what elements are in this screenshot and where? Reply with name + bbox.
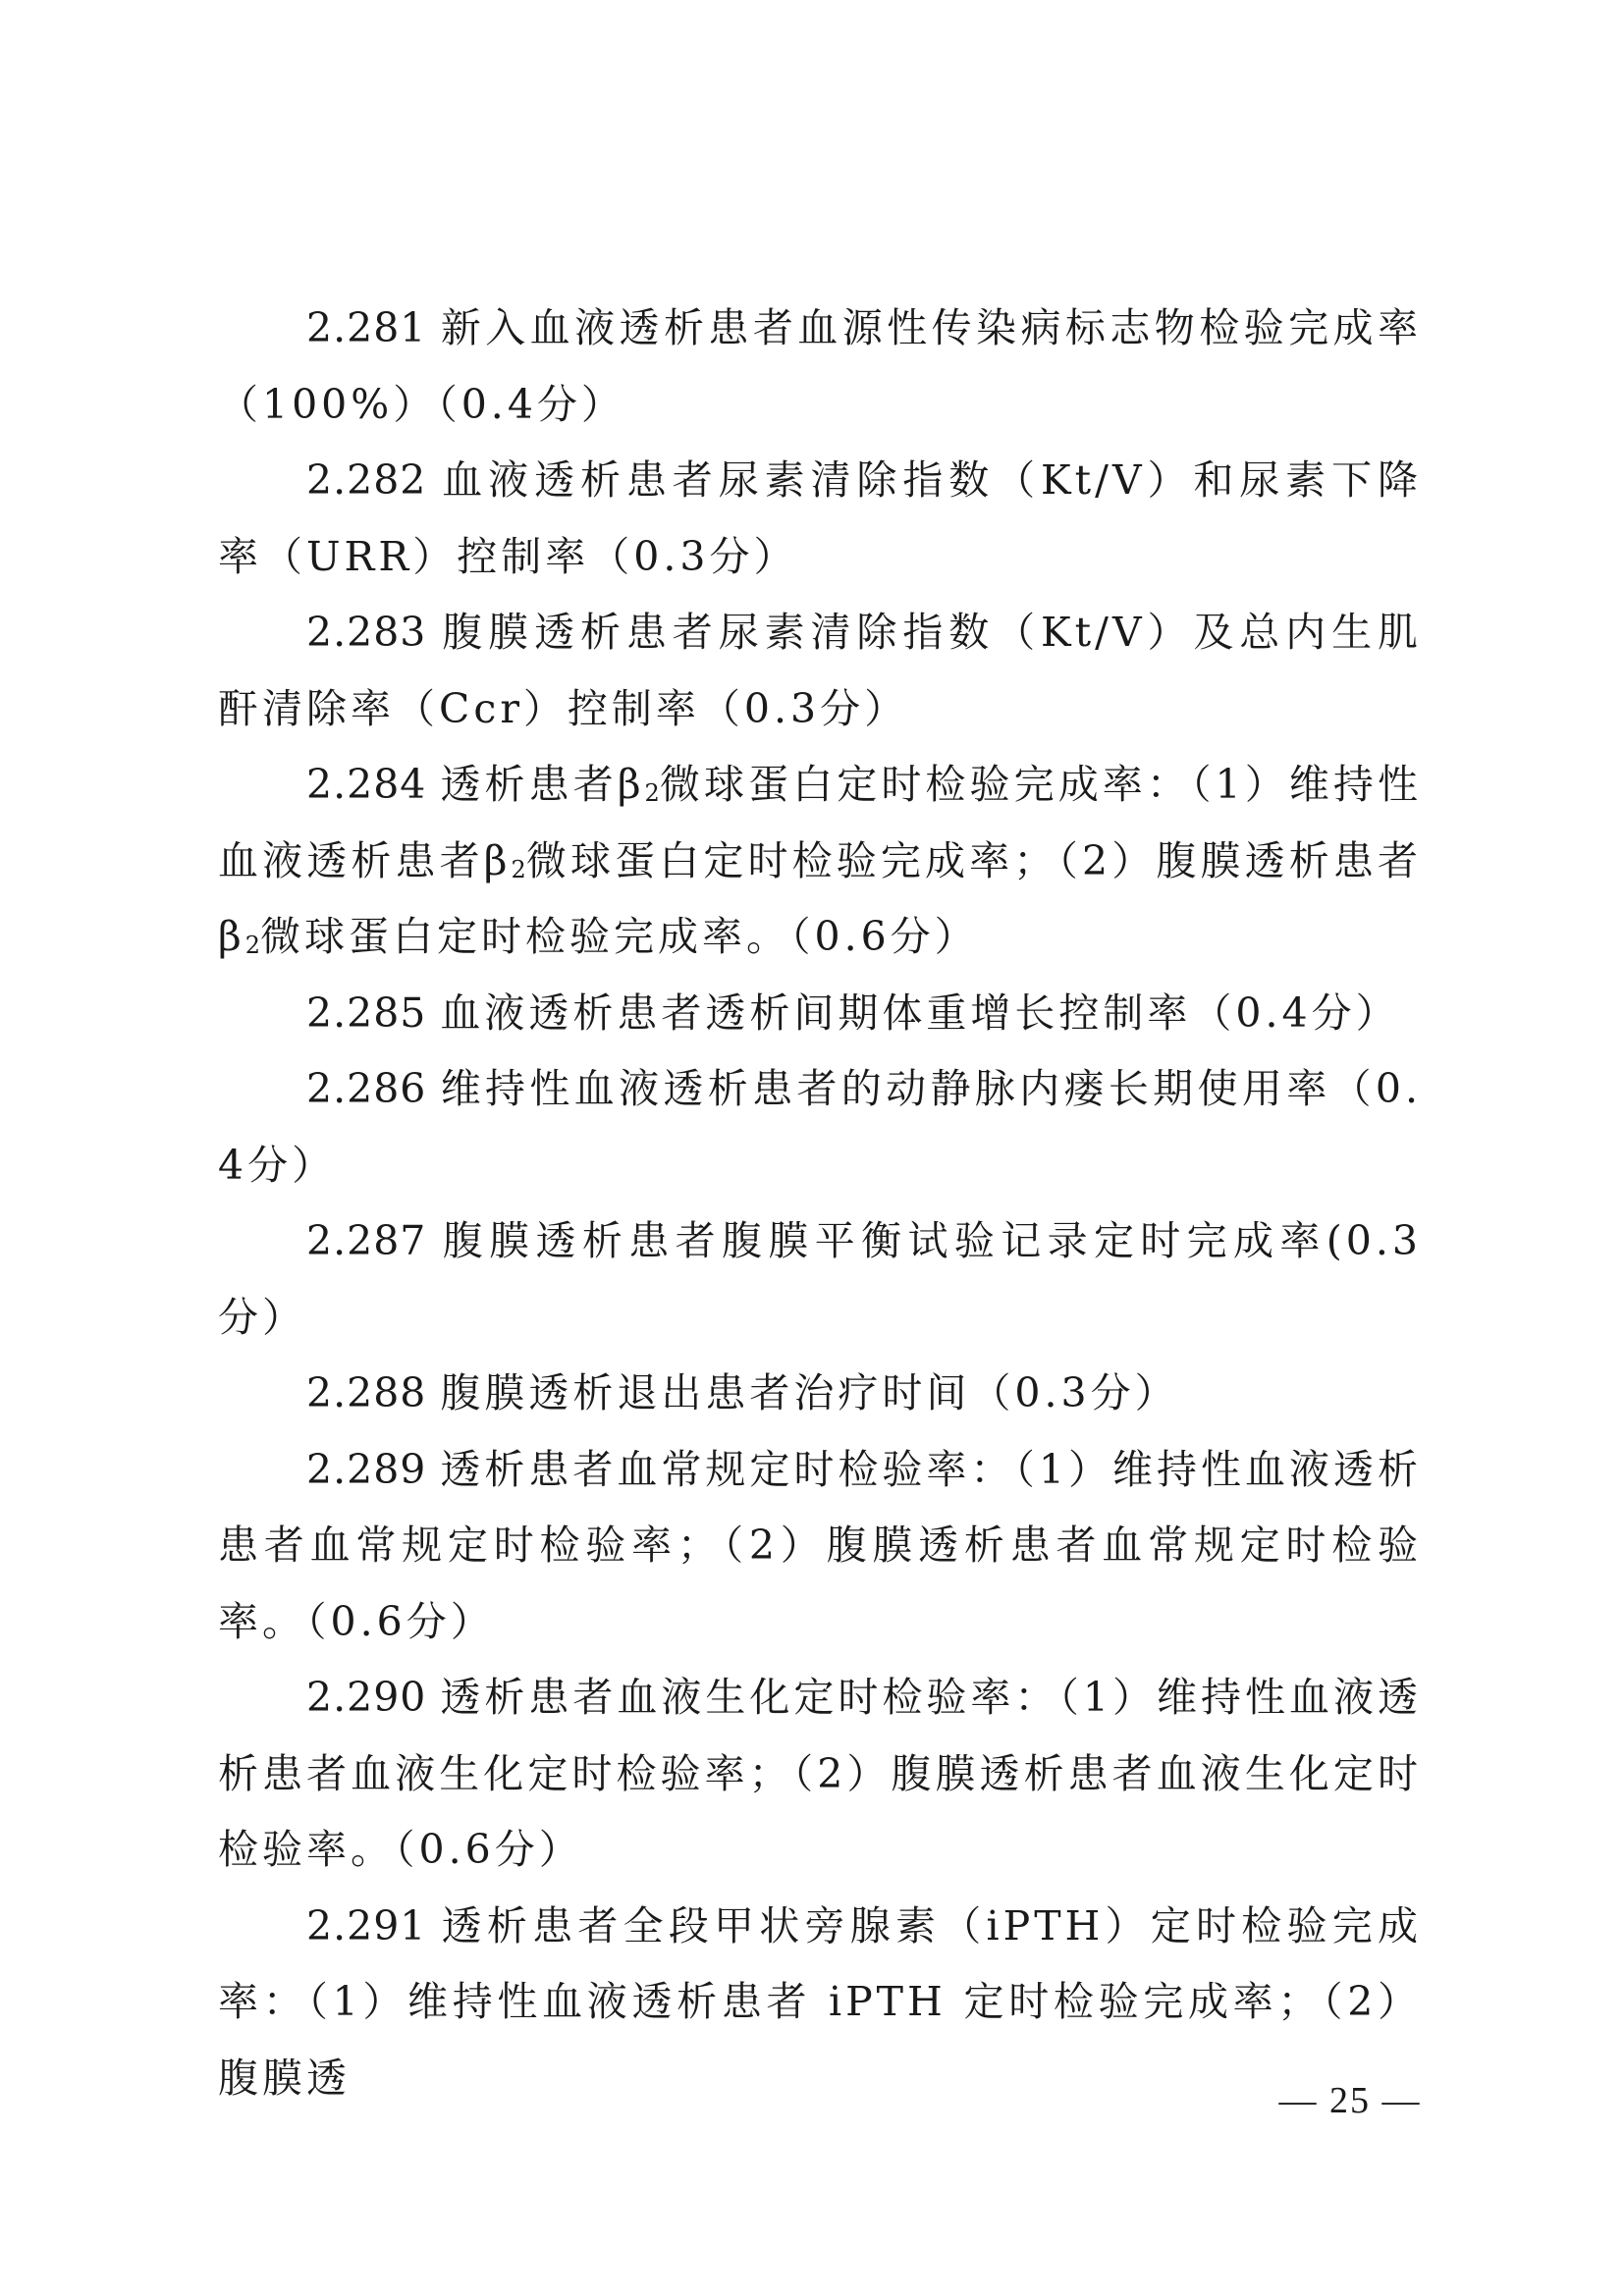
item-number: 2.291 bbox=[306, 1901, 427, 1949]
item-text: 微球蛋白定时检验完成率：（1）维持性血液透析患者β bbox=[218, 761, 1422, 884]
item-2-291 bbox=[218, 1889, 1422, 2117]
item-2-282 bbox=[218, 443, 1422, 595]
item-text: 血液透析患者尿素清除指数（Kt/V）和尿素下降率（URR）控制率（0.3分） bbox=[218, 456, 1422, 580]
item-text: 透析患者血液生化定时检验率：（1）维持性血液透析患者血液生化定时检验率；（2）腹膜透析患者血液生化定时检验率。（0.6分） bbox=[218, 1674, 1422, 1873]
item-number: 2.284 bbox=[306, 761, 427, 808]
item-number: 2.285 bbox=[306, 988, 427, 1037]
item-number: 2.282 bbox=[306, 456, 427, 504]
item-number: 2.290 bbox=[306, 1674, 427, 1721]
item-text: 腹膜透析退出患者治疗时间（0.3分） bbox=[440, 1369, 1179, 1416]
item-text: 微球蛋白定时检验完成率。（0.6分） bbox=[259, 913, 979, 960]
item-text: 透析患者血常规定时检验率：（1）维持性血液透析患者血常规定时检验率；（2）腹膜透析患者血常规定时检验率。（0.6分） bbox=[218, 1445, 1422, 1645]
subscript: 2 bbox=[244, 932, 260, 959]
item-text: 维持性血液透析患者的动静脉内瘘长期使用率（0.4分） bbox=[218, 1065, 1422, 1189]
item-number: 2.281 bbox=[306, 304, 427, 351]
item-number: 2.289 bbox=[306, 1445, 427, 1493]
item-text: 微球蛋白定时检验完成率；（2）腹膜透析患者β bbox=[218, 836, 1422, 960]
subscript: 2 bbox=[511, 855, 526, 883]
item-2-290 bbox=[218, 1660, 1422, 1889]
item-text: 透析患者全段甲状旁腺素（iPTH）定时检验完成率：（1）维持性血液透析患者 iPTH 定时检验完成率；（2）腹膜透 bbox=[218, 1901, 1422, 2102]
item-text: 透析患者β bbox=[440, 761, 645, 808]
item-2-289 bbox=[218, 1432, 1422, 1661]
item-text: 腹膜透析患者腹膜平衡试验记录定时完成率(0.3分） bbox=[218, 1217, 1422, 1341]
item-text: 新入血液透析患者血源性传染病标志物检验完成率（100%）（0.4分） bbox=[218, 304, 1422, 428]
item-number: 2.286 bbox=[306, 1065, 427, 1112]
document-body bbox=[218, 291, 1422, 2116]
item-2-283 bbox=[218, 595, 1422, 747]
item-2-286 bbox=[218, 1051, 1422, 1203]
item-number: 2.288 bbox=[306, 1369, 427, 1416]
item-2-281 bbox=[218, 291, 1422, 443]
subscript: 2 bbox=[644, 779, 660, 807]
item-number: 2.287 bbox=[306, 1217, 427, 1264]
item-2-284 bbox=[218, 747, 1422, 976]
item-text: 腹膜透析患者尿素清除指数（Kt/V）及总内生肌酐清除率（Ccr）控制率（0.3分） bbox=[218, 609, 1422, 732]
page-number: — 25 — bbox=[1278, 2080, 1422, 2121]
item-number: 2.283 bbox=[306, 609, 427, 656]
item-2-285 bbox=[218, 976, 1422, 1052]
item-2-287 bbox=[218, 1203, 1422, 1356]
item-text: 血液透析患者透析间期体重增长控制率（0.4分） bbox=[440, 988, 1400, 1037]
item-2-288 bbox=[218, 1356, 1422, 1432]
